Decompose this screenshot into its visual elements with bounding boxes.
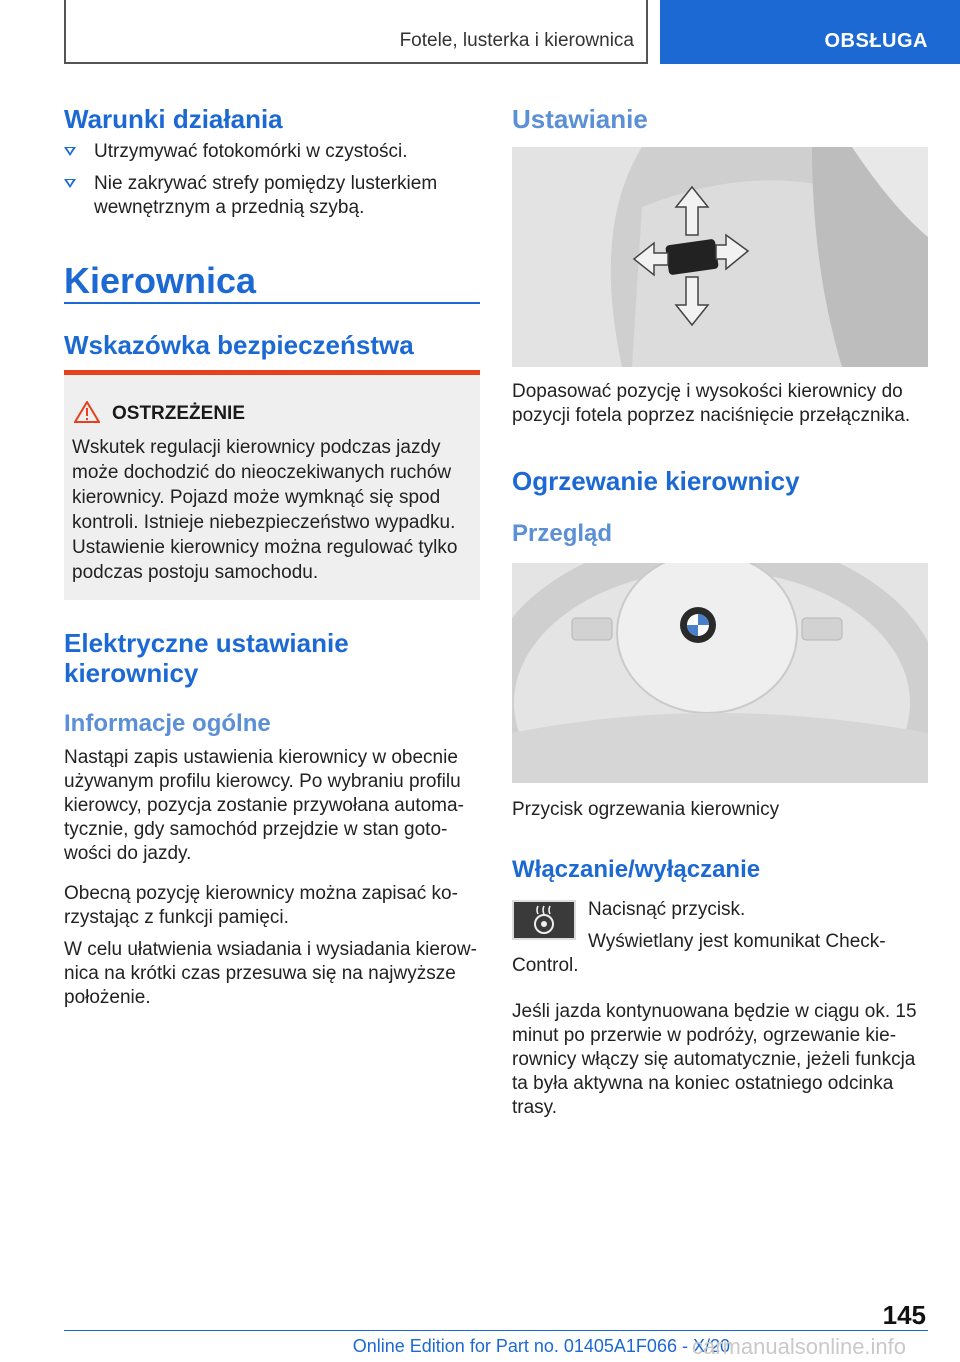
paragraph-memory: Obecną pozycję kierownicy można zapisać korzystając z funkcji pamięci.	[64, 883, 458, 928]
heading-setting: Ustawianie	[512, 104, 648, 134]
bullet-triangle-icon	[64, 147, 76, 156]
header-tab-label: OBSŁUGA	[824, 30, 928, 52]
header-title: Fotele, lusterka i kierownica	[399, 30, 634, 51]
paragraph-auto-heating: Jeśli jazda kontynuowana będzie w ciągu ok. 15 minut po przerwie w podróży, ogrzewanie kierownicy włączy się automatycznie, jeżeli funkcja ta była aktywna na koniec ostatniego odcinka trasy.	[512, 1001, 917, 1118]
header-tab[interactable]	[660, 0, 960, 64]
edition-line: Online Edition for Part no. 01405A1F066 - X/20	[352, 1336, 730, 1356]
heading-heating: Ogrzewanie kierownicy	[512, 466, 800, 496]
caption-heating-button: Przycisk ogrzewania kierownicy	[512, 799, 780, 820]
heading-onoff: Włączanie/wyłączanie	[512, 856, 761, 883]
list-item	[64, 140, 480, 164]
paragraph-profile: Nastąpi zapis ustawienia kierownicy w obecnie używanym profilu kierowcy. Po wybraniu profilu kierowcy, pozycja zostanie przywołana automatycznie, gdy samochód przejdzie w stan gotowości do jazdy.	[64, 747, 464, 864]
heading-conditions: Warunki działania	[64, 104, 283, 134]
heading-electric: Elektryczne ustawianie kierownicy	[64, 628, 349, 688]
instruction-press: Nacisnąć przycisk.	[588, 899, 746, 920]
heading-steering: Kierownica	[64, 260, 257, 301]
watermark: carmanualsonline.info	[692, 1334, 907, 1359]
steering-wheel-figure	[512, 563, 928, 783]
warning-triangle-icon	[74, 401, 100, 423]
conditions-list	[64, 140, 480, 228]
checkcontrol-note: Wyświetlany jest komunikat Check-Control.	[512, 931, 886, 976]
warning-box	[64, 370, 480, 600]
heading-general: Informacje ogólne	[64, 710, 271, 737]
warning-text: Wskutek regulacji kierownicy podczas jazdy może dochodzić do nieoczekiwanych ruchów kierownicy. Pojazd może wymknąć się spod kontroli. Istnieje niebezpieczeństwo wypadku. Ustawienie kierownicy można regulować tylko podczas postoju samochodu.	[72, 437, 458, 583]
list-item	[64, 172, 480, 220]
list-item-text: Utrzymywać fotokomórki w czystości.	[94, 141, 408, 162]
heading-safety: Wskazówka bezpieczeństwa	[64, 330, 414, 360]
heading-overview: Przegląd	[512, 520, 613, 547]
footer-rule	[64, 1330, 928, 1331]
list-item-text: Nie zakrywać strefy pomiędzy lusterkiem wewnętrznym a przednią szybą.	[94, 173, 438, 218]
warning-heading: OSTRZEŻENIE	[112, 403, 246, 424]
page-number: 145	[882, 1300, 926, 1330]
steering-wheel-illustration	[512, 563, 928, 783]
paragraph-entry: W celu ułatwienia wsiadania i wysiadania kierownica na krótki czas przesuwa się na najwyższe położenie.	[64, 939, 477, 1008]
header-box	[64, 0, 648, 64]
adjust-switch-illustration	[512, 147, 928, 367]
bullet-triangle-icon	[64, 179, 76, 188]
section-rule	[64, 302, 480, 304]
adjust-switch-figure	[512, 147, 928, 367]
caption-adjust: Dopasować pozycję i wysokości kierownicy do pozycji fotela poprzez naciśnięcie przełącznika.	[512, 381, 911, 426]
